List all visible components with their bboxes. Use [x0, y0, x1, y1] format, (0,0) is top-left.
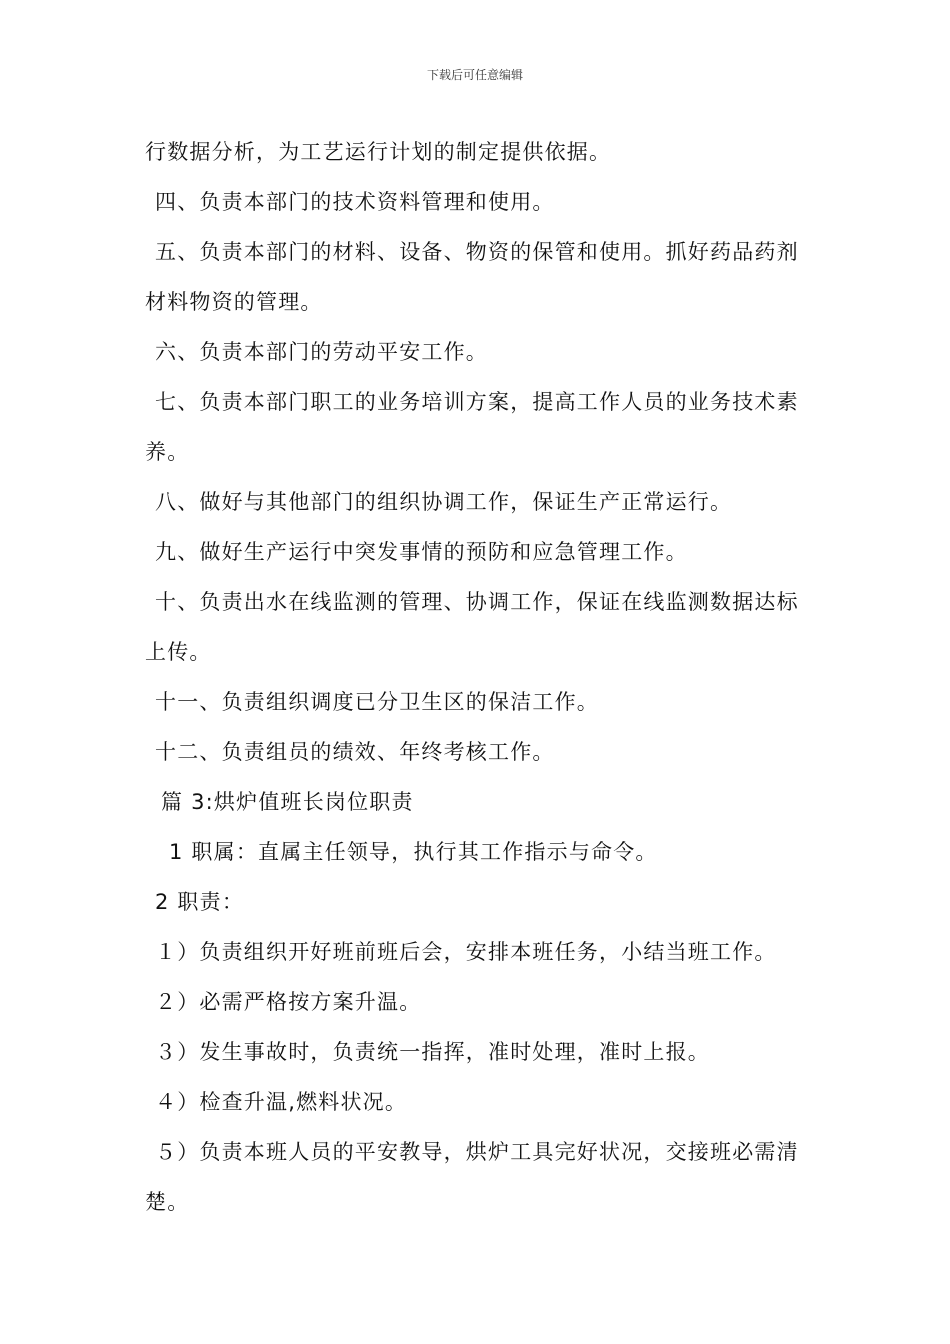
document-body — [145, 132, 810, 1232]
paragraph-line: 1 职属：直属主任领导，执行其工作指示与命令。 — [169, 840, 658, 864]
paragraph-line: 2 职责： — [155, 890, 245, 914]
list-item: ４）检查升温,燃料状况。 — [155, 1090, 408, 1114]
paragraph-line: 行数据分析，为工艺运行计划的制定提供依据。 — [145, 140, 612, 164]
paragraph-line: 十一、负责组织调度已分卫生区的保洁工作。 — [155, 690, 599, 714]
paragraph-line: 七、负责本部门职工的业务培训方案，提高工作人员的业务技术素 — [155, 390, 799, 414]
list-item: 楚。 — [145, 1190, 190, 1214]
paragraph-line: 养。 — [145, 440, 190, 464]
list-item: ５）负责本班人员的平安教导，烘炉工具完好状况，交接班必需清 — [155, 1140, 799, 1164]
paragraph-line: 九、做好生产运行中突发事情的预防和应急管理工作。 — [155, 540, 688, 564]
paragraph-line: 五、负责本部门的材料、设备、物资的保管和使用。抓好药品药剂 — [155, 240, 799, 264]
page-header: 下载后可任意编辑 — [426, 68, 523, 82]
paragraph-line: 四、负责本部门的技术资料管理和使用。 — [155, 190, 555, 214]
paragraph-line: 上传。 — [145, 640, 212, 664]
section-heading: 篇 3:烘炉值班长岗位职责 — [161, 790, 414, 814]
paragraph-line: 八、做好与其他部门的组织协调工作，保证生产正常运行。 — [155, 490, 733, 514]
paragraph-line: 十、负责出水在线监测的管理、协调工作，保证在线监测数据达标 — [155, 590, 799, 614]
paragraph-line: 十二、负责组员的绩效、年终考核工作。 — [155, 740, 555, 764]
list-item: １）负责组织开好班前班后会，安排本班任务，小结当班工作。 — [155, 940, 777, 964]
paragraph-line: 六、负责本部门的劳动平安工作。 — [155, 340, 488, 364]
list-item: ３）发生事故时，负责统一指挥，准时处理，准时上报。 — [155, 1040, 710, 1064]
list-item: ２）必需严格按方案升温。 — [155, 990, 422, 1014]
paragraph-line: 材料物资的管理。 — [145, 290, 323, 314]
